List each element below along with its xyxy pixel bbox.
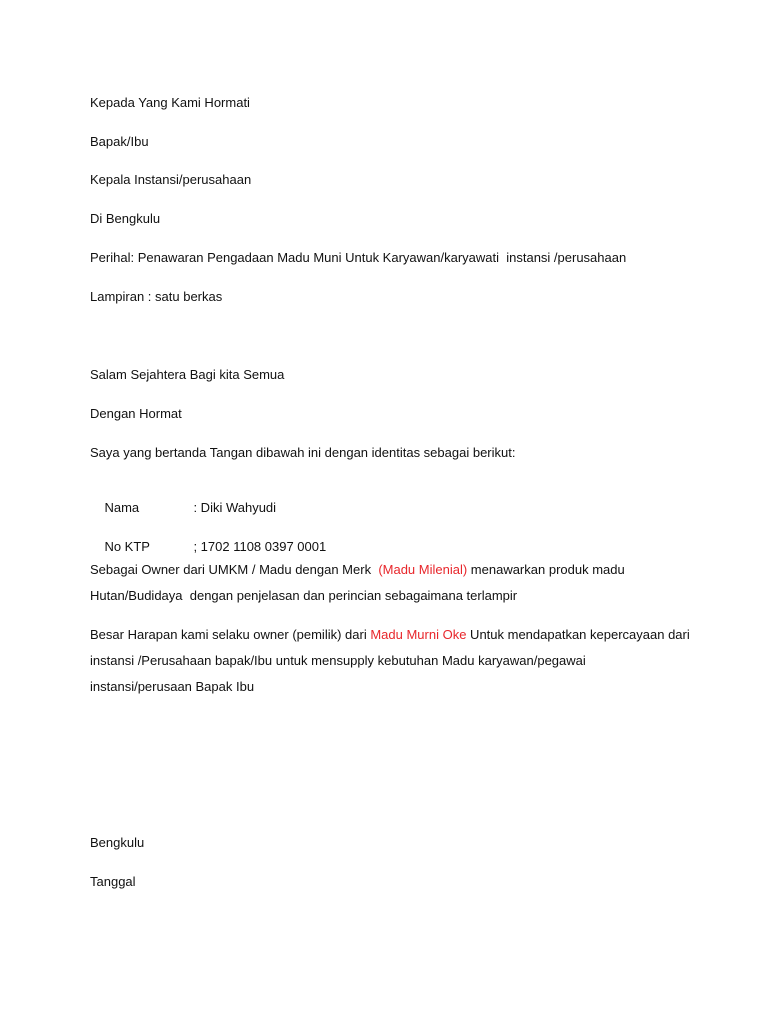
intro-sentence: Saya yang bertanda Tangan dibawah ini dengan identitas sebagai berikut: xyxy=(90,445,516,460)
opening: Dengan Hormat xyxy=(90,406,182,421)
name-value: : Diki Wahyudi xyxy=(193,500,277,515)
paragraph-2-line-1 xyxy=(90,627,690,643)
para2-text-before: Besar Harapan kami selaku owner (pemilik) dari xyxy=(90,627,371,642)
attachment-line: Lampiran : satu berkas xyxy=(90,289,223,304)
paragraph-2-line-2: instansi /Perusahaan bapak/Ibu untuk mensupply kebutuhan Madu karyawan/pegawai xyxy=(90,653,586,668)
ktp-label: No KTP xyxy=(104,539,150,554)
salutation: Salam Sejahtera Bagi kita Semua xyxy=(90,367,285,382)
greeting-to: Kepada Yang Kami Hormati xyxy=(90,95,250,110)
recipient-place: Di Bengkulu xyxy=(90,211,161,226)
name-label: Nama xyxy=(104,500,140,515)
closing-date: Tanggal xyxy=(90,874,136,889)
para2-text-after: Untuk mendapatkan kepercayaan dari xyxy=(466,627,690,642)
paragraph-2-line-3: instansi/perusaan Bapak Ibu xyxy=(90,679,255,694)
ktp-value: ; 1702 1108 0397 0001 xyxy=(193,539,327,554)
closing-place: Bengkulu xyxy=(90,835,145,850)
para1-text-before: Sebagai Owner dari UMKM / Madu dengan Merk xyxy=(90,562,379,577)
para1-text-after: menawarkan produk madu xyxy=(467,562,625,577)
brand-madu-murni-oke: Madu Murni Oke xyxy=(370,627,467,642)
subject-line: Perihal: Penawaran Pengadaan Madu Muni Untuk Karyawan/karyawati instansi /perusahaan xyxy=(90,250,627,265)
brand-madu-milenial: (Madu Milenial) xyxy=(378,562,468,577)
paragraph-1-line-1 xyxy=(90,562,625,578)
paragraph-1-line-2: Hutan/Budidaya dengan penjelasan dan perincian sebagaimana terlampir xyxy=(90,588,518,603)
recipient-title: Bapak/Ibu xyxy=(90,134,149,149)
recipient-role: Kepala Instansi/perusahaan xyxy=(90,172,252,187)
